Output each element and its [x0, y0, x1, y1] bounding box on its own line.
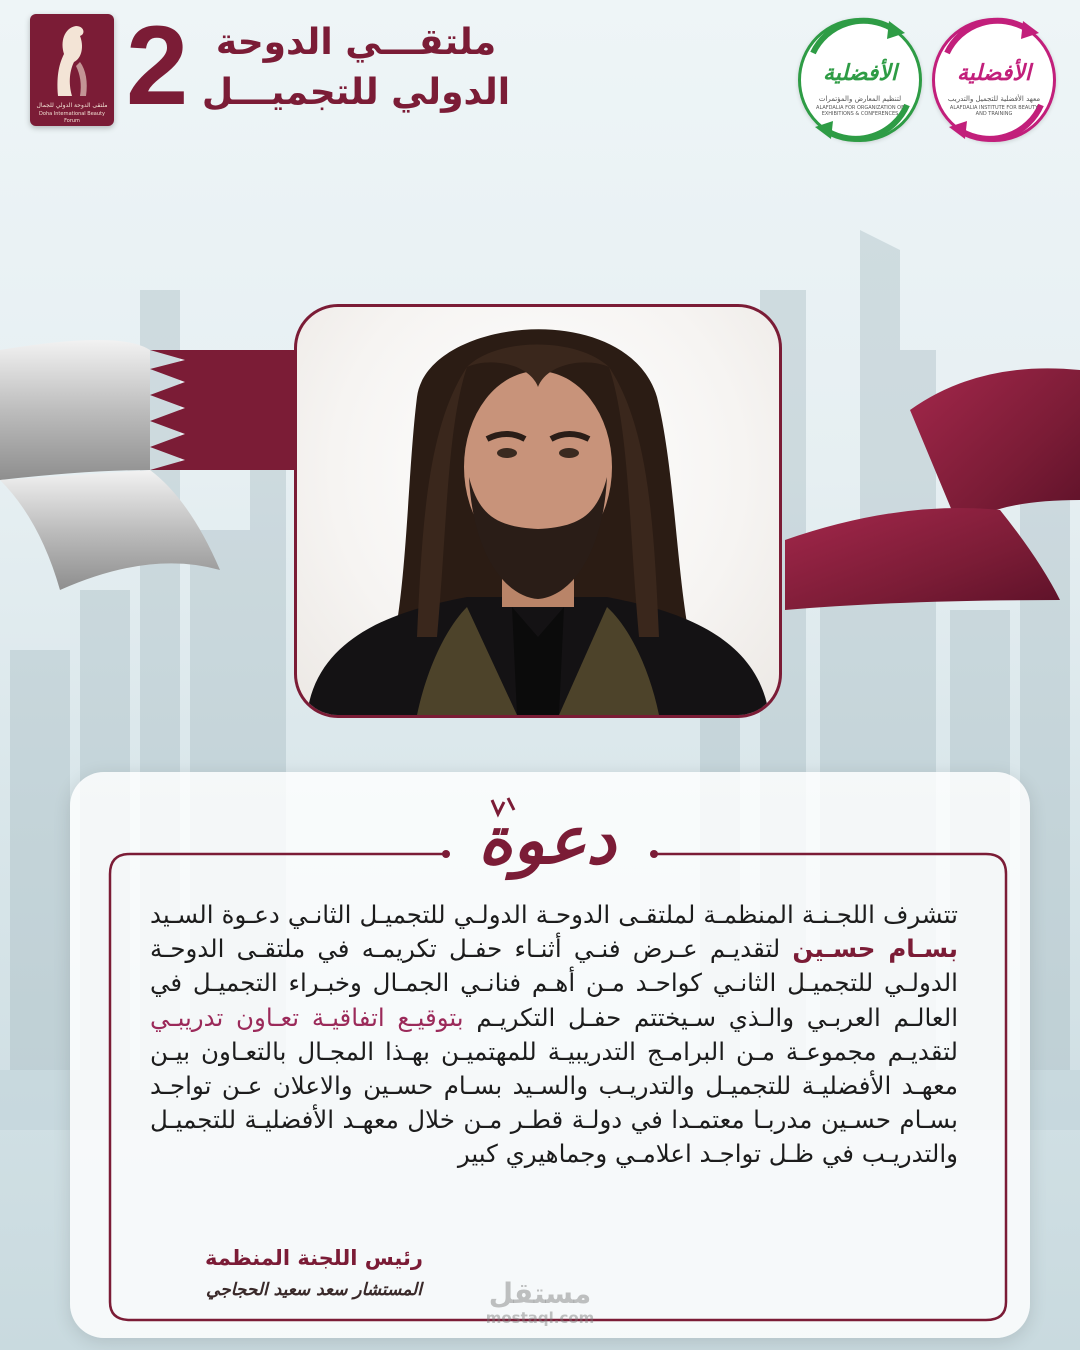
watermark: [470, 1278, 610, 1326]
invitation-body: [150, 898, 958, 1172]
signer-signature: المستشار سعد سعيد الحجاجي: [206, 1280, 422, 1300]
partner-logo-institute: [932, 18, 1056, 142]
body-text-part-1: تتشرف اللجـنـة المنظمـة لملتقـى الدوحـة الدولـي للتجميـل الثانـي دعـوة السـيد: [150, 900, 958, 929]
guest-name: بسـام حسـين: [792, 934, 958, 964]
edition-number: 2: [126, 3, 189, 128]
guest-photo-illustration: [297, 307, 779, 715]
partner-logo-exhibitions: [798, 18, 922, 142]
signer-title: رئيس اللجنة المنظمة: [205, 1246, 423, 1270]
watermark-english: mostaql.com: [485, 1309, 595, 1327]
partner-arabic-caption: معهد الأفضلية للتجميل والتدريب: [947, 95, 1041, 103]
event-title-line-2: الدولي للتجميـــل: [201, 72, 511, 113]
forum-logo-arabic-caption: ملتقى الدوحة الدولي للجمال: [36, 102, 108, 109]
woman-silhouette-icon: [50, 22, 94, 100]
agreement-highlight: بتوقيـع اتفاقيـة تعـاون تدريبـي: [150, 1002, 464, 1032]
body-text-part-3: لتقديـم مجموعـة مـن البرامـج التدريبيـة للمهتميـن بهـذا المجـال بالتعـاون بيـن معهـد الأفضليـة للتجميـل والتدريـب والسـيد بسـام حسـين والاعلان عـن تواجـد بسـام حسـين مدربـا معتمـدا في دولـة قطـر مـن خلال معهـد الأفضليـة للتجميـل والتدريـب في ظـل تواجـد اعلامـي وجماهيري كبير: [150, 1036, 958, 1169]
event-title-line-1: ملتقـــي الدوحة: [215, 22, 497, 63]
forum-logo-english-caption: Doha International Beauty Forum: [39, 111, 105, 124]
partner-name: الأفضلية: [823, 61, 897, 86]
invitation-title: دعوة: [478, 801, 616, 879]
partner-arabic-caption: لتنظيم المعارض والمؤتمرات: [818, 95, 902, 103]
forum-logo: [30, 14, 114, 126]
partner-english-caption: ALAFDALIA FOR ORGANIZATION OF EXHIBITIONS & CONFERENCES: [816, 105, 904, 117]
watermark-arabic: مستقل: [488, 1277, 592, 1310]
partner-english-caption: ALAFDALIA INSTITUTE FOR BEAUTY AND TRAINING: [949, 105, 1039, 117]
body-text-part-2: لتقديـم عـرض فنـي أثنـاء حفـل تكريمـه في ملتقـى الدوحـة الدولـي للتجميـل الثانـي كواحـد مـن أهـم فنانـي الجمـال وخبـراء التجميـل في العالـم العربـي والـذي سـيختتم حفـل التكريـم: [150, 934, 958, 1032]
partner-name: الأفضلية: [957, 61, 1031, 86]
guest-portrait: [294, 304, 782, 718]
